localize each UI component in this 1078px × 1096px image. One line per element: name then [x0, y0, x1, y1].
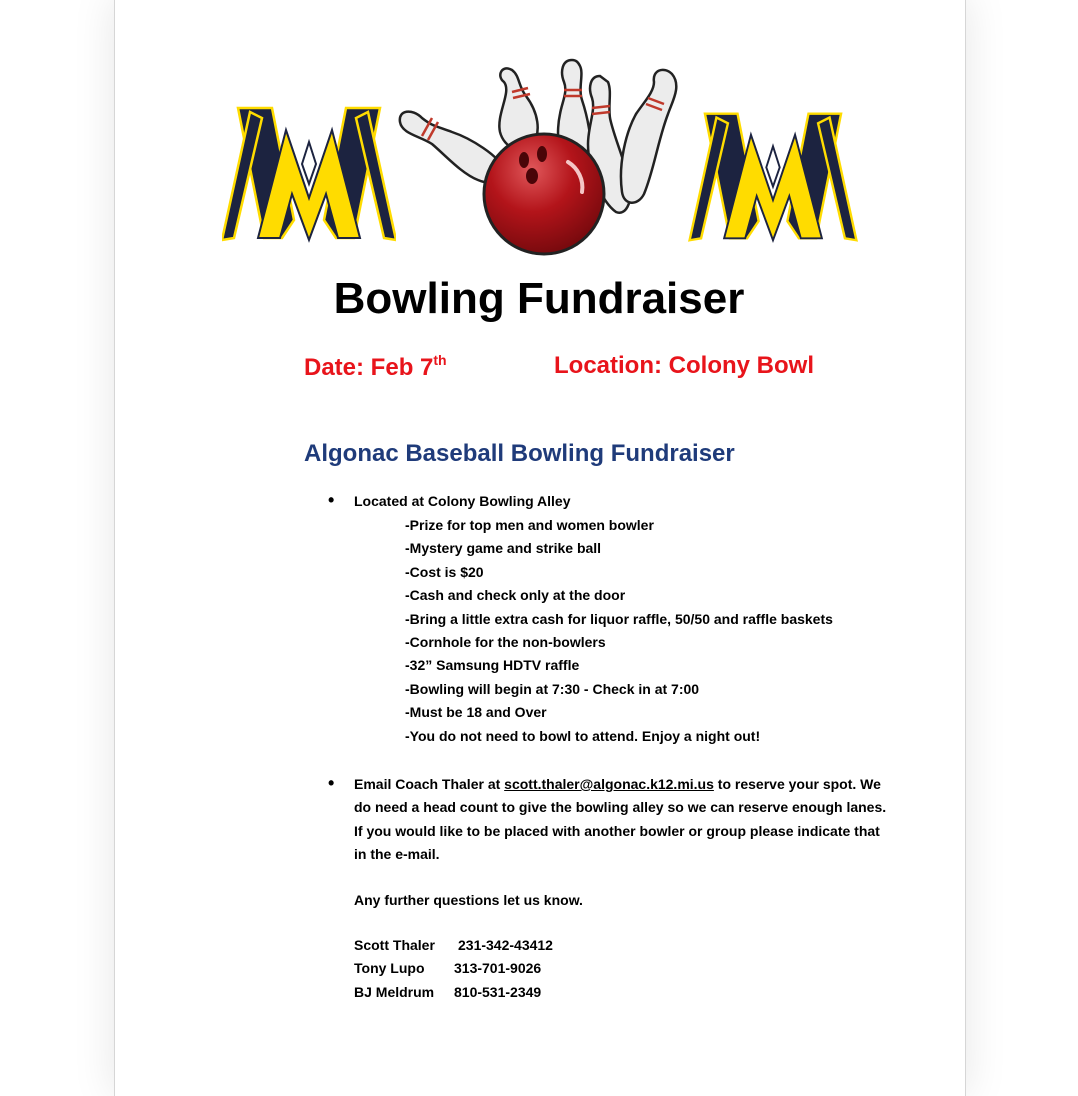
algonac-logo-right — [688, 106, 858, 246]
section-heading: Algonac Baseball Bowling Fundraiser — [304, 440, 735, 467]
detail-item: -Bowling will begin at 7:30 - Check in at 7:00 — [405, 680, 700, 697]
contact-name: Tony Lupo — [354, 960, 425, 977]
detail-item: -Prize for top men and women bowler — [405, 517, 654, 533]
contact-row — [354, 934, 553, 957]
details-list — [405, 514, 833, 748]
bowling-pins-and-ball-icon — [392, 52, 692, 257]
event-location: Location: Colony Bowl — [554, 352, 814, 379]
detail-item: -Cornhole for the non-bowlers — [405, 634, 606, 651]
detail-item: -Bring a little extra cash for liquor raffle, 50/50 and raffle baskets — [405, 610, 833, 627]
page-title: Bowling Fundraiser — [333, 274, 745, 323]
detail-item: -Must be 18 and Over — [405, 704, 547, 721]
algonac-logo-left — [222, 100, 396, 246]
contact-phone: 810-531-2349 — [454, 983, 542, 1000]
event-date: Date: Feb 7th — [304, 352, 447, 381]
detail-item: -You do not need to bowl to attend. Enjoy a night out! — [405, 727, 761, 744]
contact-phone: 231-342-43412 — [458, 937, 553, 953]
contact-phone: 313-701-9026 — [454, 960, 542, 977]
contact-name: BJ Meldrum — [354, 983, 435, 1000]
email-link[interactable]: scott.thaler@algonac.k12.mi.us — [504, 776, 714, 792]
contact-name: Scott Thaler — [354, 937, 435, 953]
contact-row — [354, 981, 553, 1004]
detail-item: -Cost is $20 — [405, 563, 484, 580]
contact-list — [354, 934, 553, 1004]
bullet-icon: • — [328, 773, 335, 793]
detail-item: -32” Samsung HDTV raffle — [405, 657, 580, 674]
email-paragraph: Email Coach Thaler at scott.thaler@algonac.k12.mi.us to reserve your spot. We do need a head count to give the bowling alley so we can reserve enough lanes. If you would like to be placed with another bowler or group please indicate that in the e-mail. — [354, 776, 887, 863]
questions-text: Any further questions let us know. — [354, 892, 583, 908]
contact-row — [354, 957, 553, 980]
bullet-located: Located at Colony Bowling Alley — [354, 493, 571, 509]
bullet-icon: • — [328, 490, 335, 510]
detail-item: -Cash and check only at the door — [405, 587, 626, 604]
detail-item: -Mystery game and strike ball — [405, 540, 602, 557]
